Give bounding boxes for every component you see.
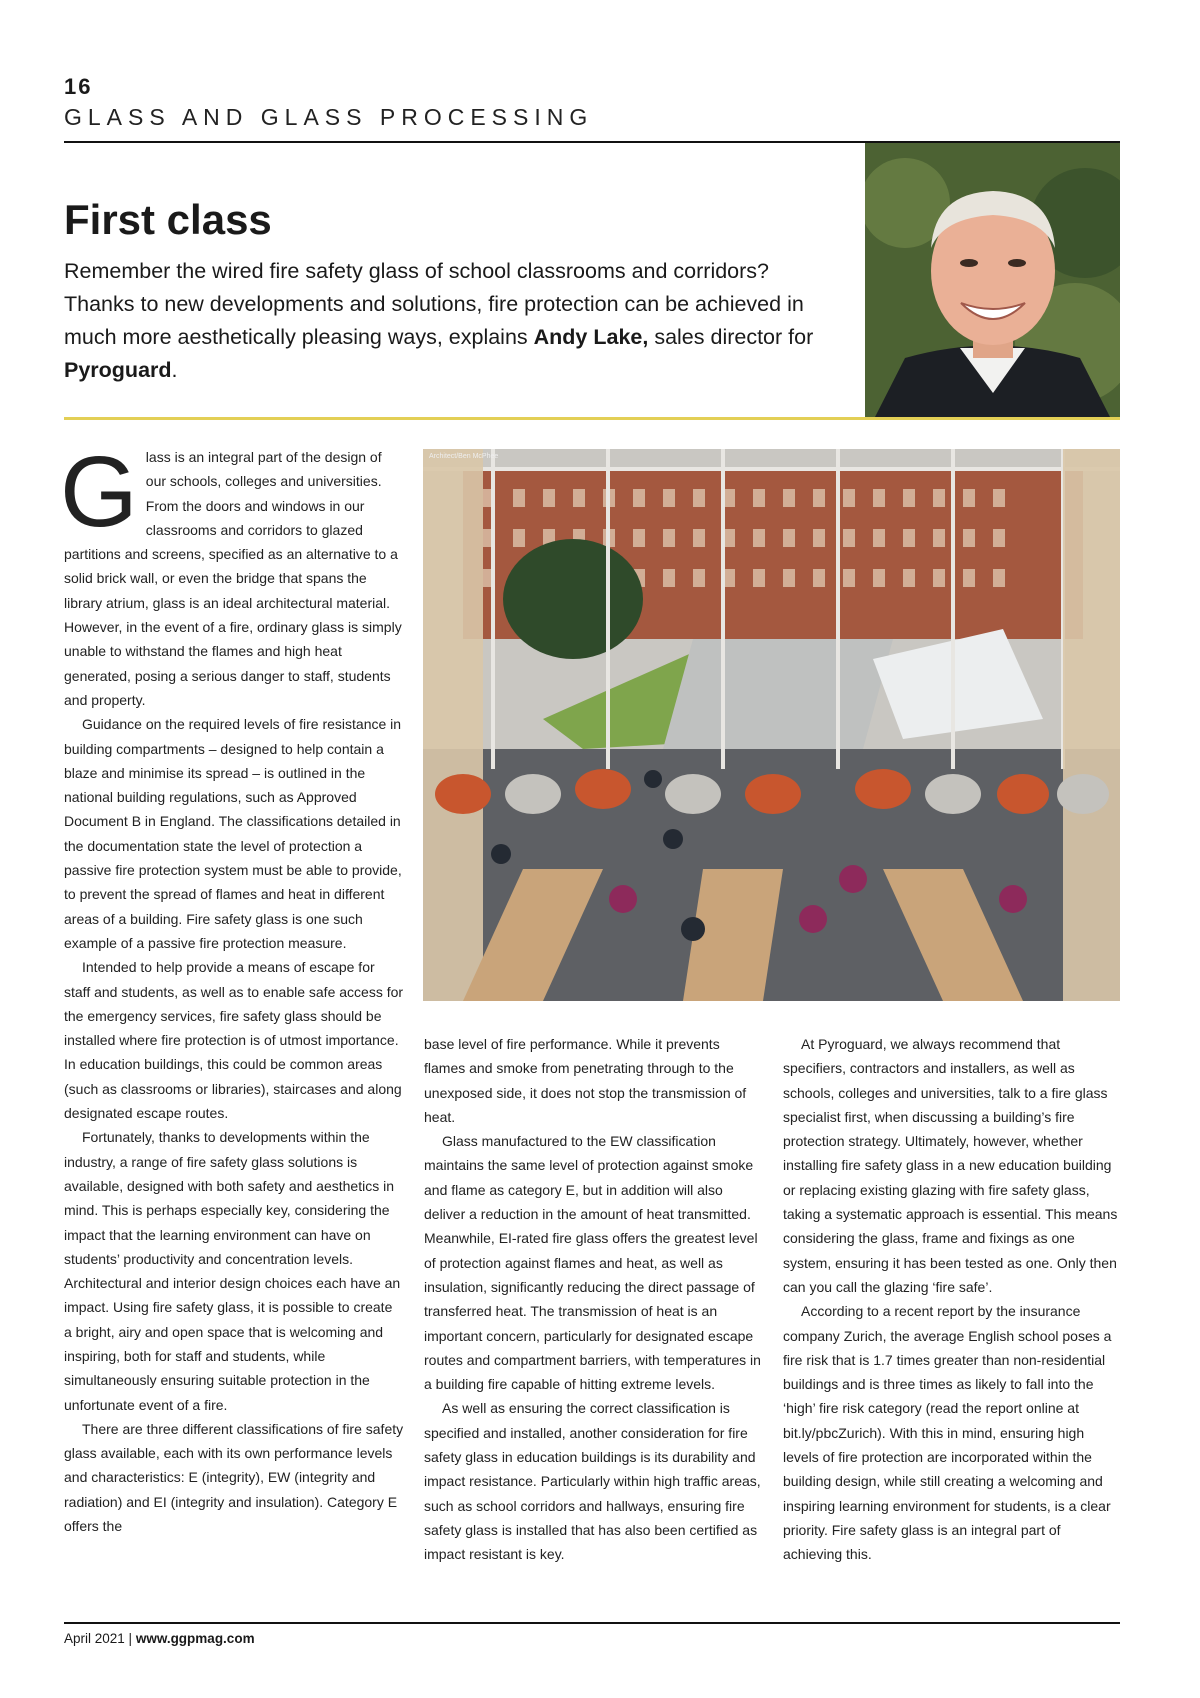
paragraph: There are three different classifications of fire safety glass available, each with its own performance levels and characteristics: E (integrity), EW (integrity and radiation) and EI (integrity and insulation). Category E offers the (64, 1420, 404, 1535)
author-role: sales director for (648, 325, 814, 349)
paragraph: Guidance on the required levels of fire resistance in building compartments – designed to help contain a blaze and minimise its spread – is outlined in the national building regulations, such as Approved Document B in England. The classifications detailed in the documentation state the level of protection a passive fire protection system must be able to provide, to prevent the spread of flames and heat in different areas of a building. Fire safety glass is one such example of a passive fire protection measure. (64, 716, 402, 951)
standfirst-intro: Remember the wired fire safety glass of school classrooms and corridors? Thanks to new developments and solutions, fire protection can be achieved in much more aesthetically pleasing ways, explains (64, 259, 804, 349)
article-title: First class (64, 196, 272, 243)
library-atrium-photo (423, 449, 1120, 1001)
company-name: Pyroguard (64, 358, 172, 382)
paragraph: base level of fire performance. While it prevents flames and smoke from penetrating through to the unexposed side, it does not stop the transmission of heat. (424, 1036, 747, 1125)
drop-cap: G (60, 436, 138, 548)
bottom-divider (64, 1622, 1120, 1624)
author-portrait (865, 143, 1120, 417)
page-number: 16 (64, 74, 93, 99)
atrium-illustration (423, 449, 1120, 1001)
article-column-3 (783, 1032, 1121, 1567)
author-name: Andy Lake, (533, 325, 649, 349)
paragraph: At Pyroguard, we always recommend that specifiers, contractors and installers, as well as schools, colleges and universities, talk to a fire glass specialist first, when discussing a building’s fire protection strategy. Ultimately, however, whether installing fire safety glass in a new education building or replacing existing glazing with fire safety glass, taking a systematic approach is essential. This means considering the glass, frame and fixings as one system, ensuring it has been tested as one. Only then can you call the glazing ‘fire safe’. (783, 1036, 1118, 1295)
article-column-2 (424, 1032, 764, 1567)
image-credit: Architect/Ben McPhee (429, 453, 499, 460)
issue-date: April 2021 | (64, 1631, 136, 1646)
paragraph: lass is an integral part of the design of our schools, colleges and universities. From the doors and windows in our classrooms and corridors to glazed partitions and screens, specified as an alternative to a solid brick wall, or even the bridge that spans the library atrium, glass is an ideal architectural material. However, in the event of a fire, ordinary glass is simply unable to withstand the flames and high heat generated, posing a serious danger to staff, students and property. (64, 449, 402, 708)
portrait-illustration (865, 143, 1120, 417)
paragraph: Intended to help provide a means of escape for staff and students, as well as to enable safe access for the emergency services, fire safety glass should be installed where fire protection is of utmost importance. In education buildings, this could be common areas (such as classrooms or libraries), staircases and along designated escape routes. (64, 959, 404, 1122)
article-column-1 (60, 436, 404, 1538)
paragraph: Glass manufactured to the EW classification maintains the same level of protection against smoke and flame as category E, but in addition will also deliver a reduction in the amount of heat transmitted. Meanwhile, EI-rated fire glass offers the greatest level of protection against flames and heat, as well as insulation, significantly reducing the direct passage of transferred heat. The transmission of heat is an important concern, particularly for designated escape routes and compartment barriers, with temperatures in a building fire capable of hitting extreme levels. (424, 1133, 761, 1393)
paragraph: Fortunately, thanks to developments within the industry, a range of fire safety glass solutions is available, designed with both safety and aesthetics in mind. This is perhaps especially key, considering the impact that the learning environment can have on students’ productivity and concentration levels. Architectural and interior design choices each have an impact. Using fire safety glass, it is possible to create a bright, airy and open space that is welcoming and inspiring, both for staff and students, while simultaneously ensuring suitable protection in the unfortunate event of a fire. (64, 1129, 401, 1413)
paragraph: As well as ensuring the correct classification is specified and installed, another consideration for fire safety glass in education buildings is its durability and impact resistance. Particularly within high traffic areas, such as school corridors and hallways, ensuring fire safety glass is installed that has also been certified as impact resistant is key. (424, 1400, 761, 1563)
magazine-url[interactable]: www.ggpmag.com (135, 1631, 255, 1646)
paragraph: According to a recent report by the insurance company Zurich, the average English school poses a fire risk that is 1.7 times greater than non-residential buildings and is three times as likely to fall into the ‘high’ fire risk category (read the report online at bit.ly/pbcZurich). With this in mind, ensuring high levels of fire protection are incorporated within the building design, while still creating a welcoming and inspiring learning environment for students, is a clear priority. Fire safety glass is an integral part of achieving this. (783, 1303, 1112, 1563)
section-title: GLASS AND GLASS PROCESSING (64, 104, 594, 130)
article-standfirst (64, 255, 844, 387)
accent-divider (64, 417, 1120, 420)
standfirst-end: . (171, 358, 178, 382)
page-footer (64, 1631, 255, 1646)
